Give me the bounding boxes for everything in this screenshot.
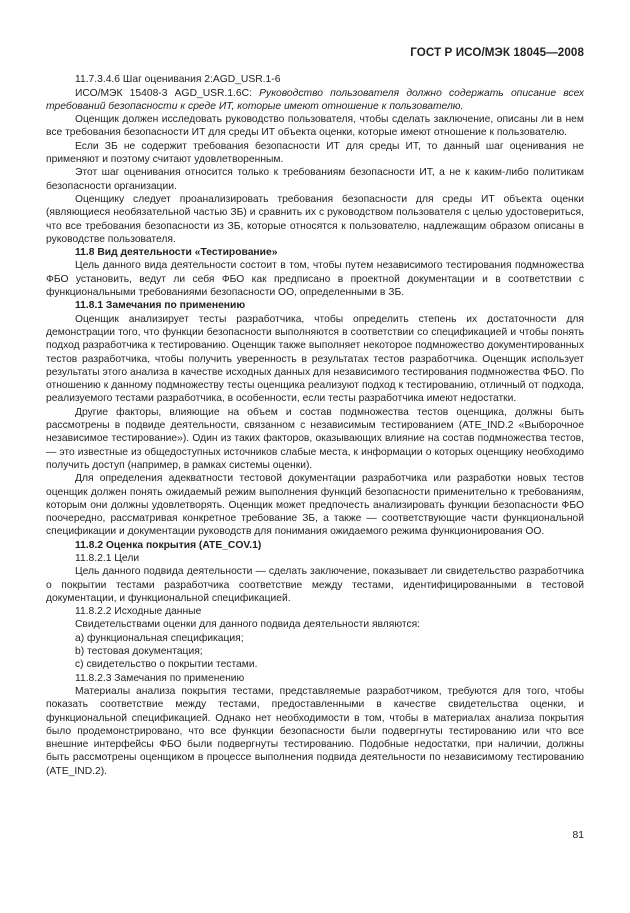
standard-header: ГОСТ Р ИСО/МЭК 18045—2008 [410,46,584,59]
paragraph: 11.7.3.4.6 Шаг оценивания 2:AGD_USR.1-6 [75,74,281,86]
paragraph: Оценщику следует проанализировать требования безопасности для среды ИТ объекта оценки (являющиеся необязательной частью ЗБ) и сравнить их с руководством пользователя с целью удостовериться, что все требования безопасности из ЗБ, которые относятся к пользователю, надлежащим образом описаны в руководстве пользователя. [46,193,584,245]
paragraph: Этот шаг оценивания относится только к требованиям безопасности ИТ, а не к каким-либо политикам безопасности организации. [46,167,584,192]
subsection-heading: 11.8.2.1 Цели [75,552,140,564]
paragraph: Если ЗБ не содержит требования безопасности ИТ для среды ИТ, то данный шаг оценивания не применяют и поэтому считают удовлетворенным. [46,140,584,166]
page-number: 81 [572,830,584,841]
paragraph: Цель данного подвида деятельности — сделать заключение, показывает ли свидетельство разработчика о покрытии тестами разработчика соответствие между тестами, идентифицированными в тестовой документации, и функциональной спецификацией. [46,566,584,604]
list-item: b) тестовая документация; [75,646,203,658]
section-heading: 11.8.2 Оценка покрытия (ATE_COV.1) [75,539,262,551]
paragraph-standard-reference [46,87,584,114]
paragraph: Цель данного вида деятельности состоит в том, чтобы путем независимого тестирования подмножества ФБО установить, ведут ли себя ФБО как предписано в проектной документации и в соответствии с функциональными требованиями безопасности ОО, определенными в ЗБ. [46,260,584,299]
subsection-heading: 11.8.2.2 Исходные данные [75,606,202,618]
list-item: a) функциональная спецификация; [75,632,244,644]
paragraph: Оценщик анализирует тесты разработчика, чтобы определить степень их достаточности для демонстрации того, что функции безопасности выполняются в соответствии со спецификацией и чтобы понять подход разработчика к тестированию. Оценщик также выполняет некоторое подмножество документированных тестов разработчика, чтобы получить уверенность в результатах тестов разработчика. Оценщик использует результаты этого анализа в качестве исходных данных для независимого тестирования подмножества ФБО. По отношению к данному подмножеству тесты оценщика реализуют подход к тестированию, отличный от подхода, реализуемого тестами разработчика, в особенности, если тесты разработчика имеют недостатки. [46,313,584,405]
reference-code: ИСО/МЭК 15408-3 AGD_USR.1.6C: [75,87,260,99]
paragraph: Материалы анализа покрытия тестами, представляемые разработчиком, требуются для того, чтобы показать соответствие между тестами, предоставленными в качестве свидетельства оценки, и функциональной спецификацией. Однако нет необходимости в том, чтобы в материалах анализа покрытия было продемонстрировано, что все функции безопасности были подвергнуты тестированию или что все внешние интерфейсы ФБО были подвергнуты тестированию. Подобные недостатки, при наличии, должны быть рассмотрены оценщиком в процессе выполнения подвида деятельности по независимому тестированию (ATE_IND.2). [46,685,584,777]
section-heading: 11.8.1 Замечания по применению [75,300,246,312]
list-item: c) свидетельство о покрытии тестами. [75,659,258,671]
paragraph: Для определения адекватности тестовой документации разработчика или разработки новых тестов оценщик должен понять ожидаемый режим выполнения функций безопасности применительно к требованиям, которым они должны удовлетворять. Оценщик может предпочесть анализировать функции безопасности ФБО поочередно, рассматривая конкретное требование ЗБ, а также — соответствующие части функциональной спецификации и документации руководств для понимания ожидаемого режима функционирования ОО. [46,473,584,538]
paragraph: Оценщик должен исследовать руководство пользователя, чтобы сделать заключение, описаны ли в нем все требования безопасности ИТ для среды ИТ объекта оценки, которые имеют отношение к пользователю. [46,114,584,139]
section-heading: 11.8 Вид деятельности «Тестирование» [75,247,278,259]
paragraph: Свидетельствами оценки для данного подвида деятельности являются: [75,619,421,631]
paragraph: Другие факторы, влияющие на объем и состав подмножества тестов оценщика, должны быть рассмотрены в подвиде деятельности, связанном с независимым тестированием (ATE_IND.2 «Выборочное независимое тестирование»). Один из таких факторов, оказывающих влияние на состав подмножества тестов, — это известные из общедоступных источников слабые места, к информации о которых оценщику необходимо получить доступ (например, в рамках системы оценки). [46,406,584,471]
reference-quote: Руководство пользователя должно содержать описание всех требований безопасности к среде ИТ, которые имеют отношение к пользователю. [46,87,584,112]
subsection-heading: 11.8.2.3 Замечания по применению [75,672,245,684]
